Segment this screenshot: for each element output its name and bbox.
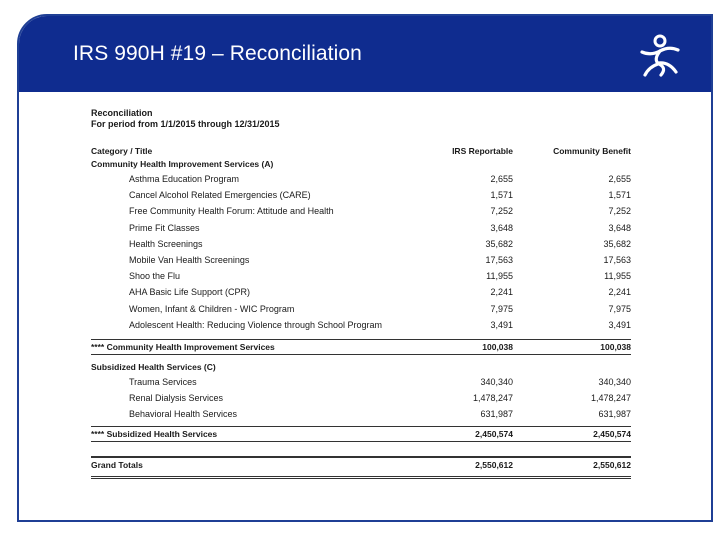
section-total-label: **** Community Health Improvement Services [91, 341, 275, 352]
item-label: AHA Basic Life Support (CPR) [129, 287, 251, 298]
slide-title: IRS 990H #19 – Reconciliation [73, 42, 362, 65]
item-label: Behavioral Health Services [129, 409, 238, 420]
table-row [91, 284, 631, 300]
item-label: Prime Fit Classes [129, 222, 200, 233]
item-community-value: 17,563 [603, 254, 631, 265]
column-header-irs: IRS Reportable [452, 146, 513, 156]
item-community-value: 35,682 [603, 238, 631, 249]
item-irs-value: 1,571 [490, 190, 513, 201]
table-row [91, 187, 631, 203]
section-name: Subsidized Health Services (C) [91, 361, 216, 372]
table-row [91, 390, 631, 406]
grand-total-community: 2,550,612 [593, 460, 631, 471]
section-total-community: 100,038 [600, 341, 631, 352]
item-community-value: 1,571 [608, 190, 631, 201]
item-irs-value: 3,491 [490, 319, 513, 330]
section-total-irs: 2,450,574 [475, 429, 513, 440]
table-row [91, 220, 631, 236]
item-label: Adolescent Health: Reducing Violence through School Program [129, 319, 382, 330]
section-total-row [91, 426, 631, 442]
item-irs-value: 340,340 [480, 376, 513, 387]
table-row [91, 268, 631, 284]
item-community-value: 7,252 [608, 206, 631, 217]
item-community-value: 2,655 [608, 174, 631, 184]
item-irs-value: 1,478,247 [472, 393, 513, 404]
item-community-value: 7,975 [608, 303, 631, 314]
item-irs-value: 11,955 [486, 271, 513, 282]
reconciliation-report [91, 108, 631, 479]
item-irs-value: 7,975 [490, 303, 513, 314]
item-community-value: 3,648 [608, 222, 631, 233]
column-header-row [91, 146, 631, 158]
item-irs-value: 2,241 [490, 287, 513, 298]
item-label: Cancel Alcohol Related Emergencies (CARE) [129, 190, 311, 201]
item-community-value: 340,340 [598, 376, 631, 387]
section-heading [91, 158, 631, 171]
table-row [91, 301, 631, 317]
item-community-value: 1,478,247 [590, 393, 631, 404]
slide-frame [17, 14, 713, 522]
report-heading: Reconciliation [91, 108, 153, 118]
item-irs-value: 2,655 [490, 174, 513, 184]
stick-figure-logo-icon [639, 34, 681, 78]
section-total-row [91, 339, 631, 355]
item-community-value: 3,491 [608, 319, 631, 330]
item-label: Renal Dialysis Services [129, 393, 224, 404]
item-community-value: 11,955 [604, 271, 631, 282]
table-row [91, 203, 631, 219]
item-irs-value: 17,563 [485, 254, 513, 265]
section-total-irs: 100,038 [482, 341, 513, 352]
grand-total-double-rule [91, 476, 631, 479]
table-row [91, 252, 631, 268]
slide-header [19, 16, 711, 92]
item-irs-value: 3,648 [490, 222, 513, 233]
item-label: Free Community Health Forum: Attitude and Health [129, 206, 334, 217]
item-label: Trauma Services [129, 376, 197, 387]
item-label: Mobile Van Health Screenings [129, 254, 250, 265]
table-row [91, 374, 631, 390]
grand-total-row [91, 456, 631, 472]
section-name: Community Health Improvement Services (A) [91, 159, 274, 169]
report-period: For period from 1/1/2015 through 12/31/2015 [91, 119, 280, 129]
table-row [91, 317, 631, 333]
item-label: Asthma Education Program [129, 174, 240, 184]
table-row [91, 236, 631, 252]
item-community-value: 2,241 [608, 287, 631, 298]
item-label: Health Screenings [129, 238, 203, 249]
column-header-community: Community Benefit [553, 146, 631, 156]
item-label: Shoo the Flu [129, 271, 181, 282]
section-total-label: **** Subsidized Health Services [91, 429, 218, 440]
item-irs-value: 7,252 [490, 206, 513, 217]
table-row [91, 171, 631, 187]
item-label: Women, Infant & Children - WIC Program [129, 303, 295, 314]
grand-total-label: Grand Totals [91, 460, 143, 471]
grand-total-irs: 2,550,612 [475, 460, 513, 471]
column-header-category: Category / Title [91, 146, 153, 156]
item-irs-value: 631,987 [480, 409, 513, 420]
section-total-community: 2,450,574 [593, 429, 631, 440]
table-row [91, 406, 631, 422]
item-irs-value: 35,682 [485, 238, 513, 249]
section-heading [91, 361, 631, 374]
item-community-value: 631,987 [598, 409, 631, 420]
